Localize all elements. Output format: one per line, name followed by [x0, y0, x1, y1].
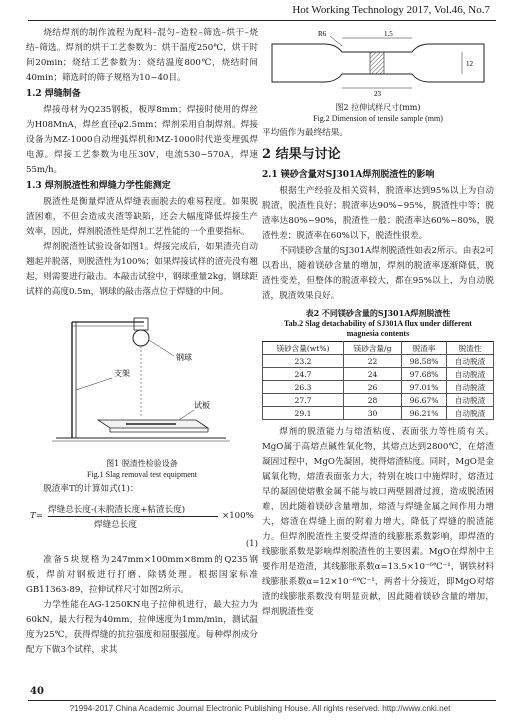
- table-row: [263, 394, 494, 407]
- cell: 96.21%: [402, 407, 447, 420]
- paragraph-flux-process: 烧结焊剂的制作流程为配料–混匀–造粒–筛选–烘干–烧结–筛选。焊剂的烘干工艺参数为：烘干温度250℃，烘干时间20min；烧结工艺参数为：烧结温度800℃，烧结时间40min；筛选时的筛子规格为10~40目。: [26, 28, 258, 83]
- table-row: [263, 368, 494, 381]
- eq-tail: ×100%: [222, 511, 254, 521]
- table-2-caption-en-1: Tab.2 Slag detachability of SJ301A flux under different: [284, 319, 472, 328]
- label-ball: 钢球: [176, 353, 192, 362]
- footer-rule: [28, 700, 496, 701]
- cell: 97.68%: [402, 368, 447, 381]
- dim-1-5: 1.5: [384, 30, 393, 38]
- left-column: [26, 26, 258, 658]
- cell: 自动脱渣: [446, 355, 493, 368]
- dim-12: 12: [466, 60, 473, 68]
- right-column: [262, 26, 494, 620]
- cell: 27.7: [263, 394, 344, 407]
- cell: 29.1: [263, 407, 344, 420]
- cell: 24: [344, 368, 402, 381]
- dim-r6: R6: [318, 30, 327, 38]
- journal-title: Hot Working Technology 2017, Vol.46, No.7: [292, 4, 490, 16]
- cell: 26: [344, 381, 402, 394]
- equation-number: (1): [245, 539, 258, 549]
- header-rule: [28, 20, 496, 21]
- section-heading-2: 2 结果与讨论: [262, 147, 341, 162]
- section-heading-1-2: 1.2 焊缝制备: [26, 89, 81, 99]
- eq-lhs: T=: [30, 511, 43, 521]
- col-header-magnesia-wt: 镁砂含量(wt%): [263, 342, 344, 355]
- label-support: 支架: [114, 369, 130, 378]
- table-2-caption-cn: 表2 不同镁砂含量的SJ301A焊剂脱渣性: [305, 308, 451, 318]
- slag-detachability-table: [262, 341, 494, 420]
- paragraph-mechanical-test: 力学性能在AG-1250KN电子拉伸机进行，最大拉力为60kN，最大行程为40mm，拉伸速度为1mm/min，测试温度为25℃，获得焊缝的抗拉强度和屈服强度。每种焊剂成分配方下做3个试样，求其: [26, 600, 258, 655]
- cell: 自动脱渣: [446, 368, 493, 381]
- figure-2: [262, 26, 494, 124]
- page-number: 40: [30, 686, 44, 697]
- cell: 96.67%: [402, 394, 447, 407]
- figure-1: [26, 304, 258, 480]
- eq-fraction-bar: [48, 516, 218, 517]
- figure-1-caption-en: Fig.1 Slag removal test equipment: [87, 470, 197, 479]
- paragraph-slag-definition: 脱渣性是衡量焊渣从焊缝表面脱去的难易程度。如果脱渣困难，不但会造成夹渣等缺陷，还会大幅度降低焊接生产效率，因此，焊剂脱渣性是焊剂工艺性能的一个重要指标。: [26, 197, 258, 237]
- figure-2-caption-cn: 图2 拉伸试样尺寸(mm): [335, 103, 421, 112]
- paragraph-welding-prep: 焊接母材为Q235钢板，板厚8mm；焊接时使用的焊丝为H08MnA，焊丝直径φ2.5mm；焊剂采用自制焊剂。焊接设备为MZ-1000自动埋弧焊机和MZ-1000时代逆变埋弧焊电源。焊接工艺参数为电压30V，电流530~570A，焊速55m/h。: [26, 105, 258, 175]
- table-row: [263, 381, 494, 394]
- slag-test-equipment-diagram: [26, 304, 258, 454]
- copyright-footer: ?1994-2017 China Academic Journal Electronic Publishing House. All rights reserved. http://www.cnki.net: [69, 704, 451, 713]
- equation-1: [26, 501, 258, 537]
- paragraph-table-summary: 不同镁砂含量的SJ301A焊剂脱渣性如表2所示。由表2可以看出，随着镁砂含量的增加，焊剂的脱渣率逐渐降低，脱渣性变差，但整体的脱渣率较大，都在95%以上，为自动脱渣，脱渣效果良好。: [262, 246, 494, 301]
- paragraph-test-method: 焊剂脱渣性试验设备如图1。焊接完成后，如果渣壳自动翘起并脱落，则脱渣性为100%；如果焊接试样的渣壳没有翘起，则需要进行敲击。本敲击试验中，钢球重量2kg，钢球距试样的高度0.5m，钢球的敲击落点位于焊缝的中间。: [26, 242, 258, 297]
- col-header-magnesia-g: 镁砂含量/g: [344, 342, 402, 355]
- cell: 24.7: [263, 368, 344, 381]
- col-header-detachability: 脱渣性: [446, 342, 493, 355]
- table-row: [263, 355, 494, 368]
- cell: 28: [344, 394, 402, 407]
- section-heading-2-1: 2.1 镁砂含量对SJ301A焊剂脱渣性的影响: [262, 170, 435, 180]
- label-plate: 试板: [194, 401, 210, 410]
- running-header: [0, 4, 520, 20]
- cell: 自动脱渣: [446, 381, 493, 394]
- eq-numerator: 焊缝总长度-(未脱渣长度+粘渣长度): [48, 505, 186, 515]
- paragraph-eq-intro: 脱渣率T的计算如式(1)：: [43, 484, 139, 494]
- cell: 自动脱渣: [446, 394, 493, 407]
- col-header-removal-rate: 脱渣率: [402, 342, 447, 355]
- paragraph-mgo-discussion: 焊剂的脱渣能力与熔渣粘度、表面张力等性质有关。MgO属于高熔点碱性氧化物，其熔点达到2800℃，在熔渣凝固过程中，MgO先凝固，使得熔渣粘度。同时，MgO是金属氧化物，熔渣表面张力大，特别在坡口中施焊时，熔渣过早的凝固使熔敷金属不能与坡口两壁圆滑过渡，造成脱渣困难，因此随着镁砂含量增加，熔渣与焊缝金属之间作用力增大，熔渣在焊缝上面的附着力增大，降低了焊缝的脱渣能力。但焊剂脱渣性主要受焊渣的线膨胀系数影响，即焊渣的线膨胀系数是影响焊剂脱渣性的主要因素。MgO在焊剂中主要作用是造渣，其线膨胀系数α=13.5×10⁻⁶℃⁻¹，钢铁材料线膨胀系数α=12×10⁻⁶℃⁻¹，两者十分接近，即MgO对熔渣的线膨胀系数没有明显贡献，因此随着镁砂含量的增加，焊剂脱渣性变: [262, 427, 494, 617]
- cell: 23.2: [263, 355, 344, 368]
- paragraph-sample-prep: 准备5块规格为247mm×100mm×8mm的Q235钢板，焊前对钢板进行打磨、除锈处理。根据国家标准GB11363-89，拉伸试样尺寸如图2所示。: [26, 555, 258, 595]
- cell: 自动脱渣: [446, 407, 493, 420]
- cell: 97.01%: [402, 381, 447, 394]
- section-heading-1-3: 1.3 焊剂脱渣性和焊缝力学性能测定: [26, 181, 171, 191]
- tensile-sample-diagram: [262, 26, 494, 98]
- dim-23: 23: [374, 90, 381, 98]
- table-2-caption-en-2: magnesia contents: [346, 329, 410, 338]
- cell: 22: [344, 355, 402, 368]
- cell: 30: [344, 407, 402, 420]
- paragraph-average: 平均值作为最终结果。: [262, 128, 348, 138]
- figure-1-caption-cn: 图1 脱渣性检验设备: [106, 459, 178, 468]
- cell: 98.58%: [402, 355, 447, 368]
- cell: 26.3: [263, 381, 344, 394]
- table-row: [263, 407, 494, 420]
- figure-2-caption-en: Fig.2 Dimension of tensile sample (mm): [313, 114, 443, 123]
- paragraph-slag-criteria: 根据生产经验及相关资料，脱渣率达到95%以上为自动脱渣，脱渣性良好；脱渣率达90%~95%，脱渣性中等；脱渣率达80%~90%，脱渣性一般；脱渣率达60%~80%，脱渣性差；脱渣率在60%以下，脱渣性很差。: [262, 186, 494, 241]
- eq-denominator: 焊缝总长度: [94, 520, 137, 530]
